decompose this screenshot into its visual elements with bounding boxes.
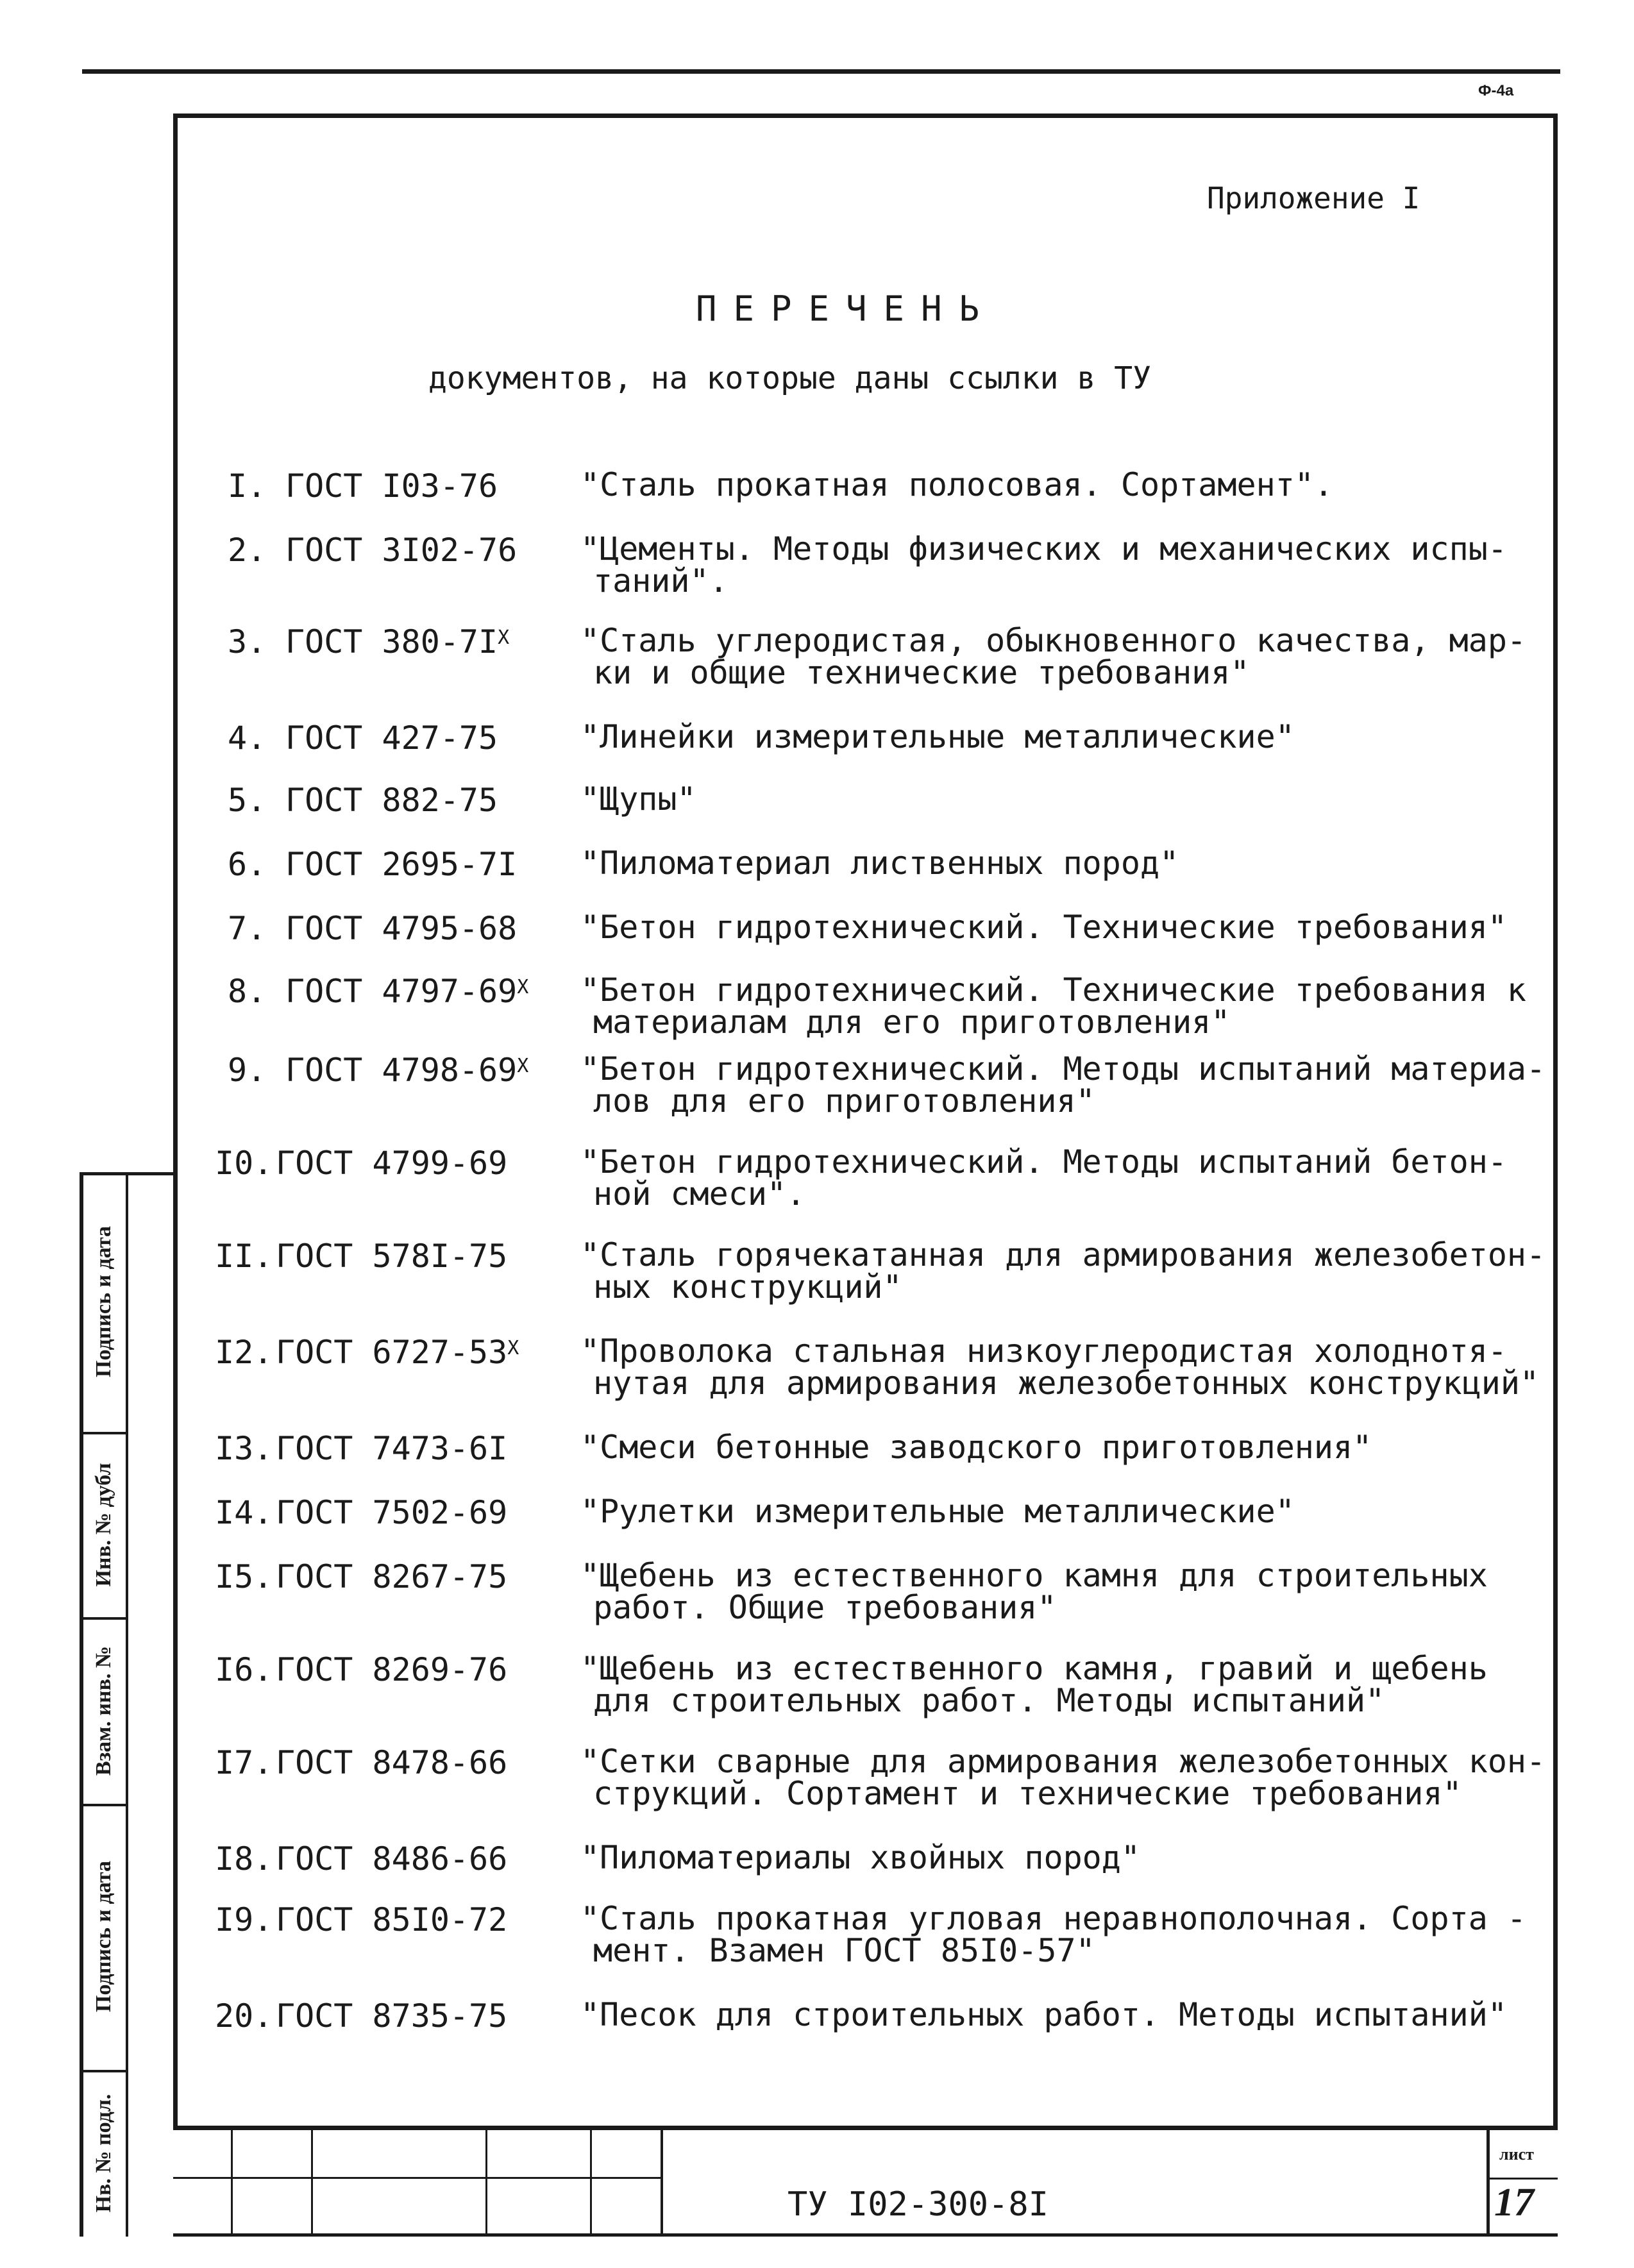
- gost-code: [276, 1560, 507, 1593]
- gost-code: [276, 1999, 507, 2033]
- gost-code: [276, 1653, 507, 1686]
- gost-code-text: ГОСТ 8486-66: [276, 1840, 508, 1877]
- gost-code: [276, 1496, 507, 1529]
- gost-code-text: ГОСТ 8478-66: [276, 1744, 508, 1781]
- item-description-continued: ной смеси".: [593, 1175, 806, 1213]
- replaced-inventory-label: Взам. инв. №: [92, 1645, 115, 1776]
- gost-code: [276, 1147, 507, 1180]
- item-number: I5.: [215, 1558, 273, 1595]
- sheet-label: лист: [1499, 2145, 1534, 2163]
- item-description: "Песок для строительных работ. Методы испытаний": [580, 1996, 1507, 2033]
- gost-code-text: ГОСТ 8269-76: [276, 1651, 508, 1688]
- original-inventory-label: Нв. № подл.: [92, 2094, 115, 2213]
- gost-code-text: ГОСТ 578I-75: [276, 1238, 508, 1275]
- signature-date-label-2: Подпись и дата: [92, 1861, 115, 2012]
- item-description: "Рулетки измерительные металлические": [580, 1493, 1295, 1530]
- gost-code-text: ГОСТ 6727-53: [276, 1334, 508, 1371]
- item-description: "Бетон гидротехнический. Методы испытаний материа-: [580, 1050, 1546, 1088]
- item-description: "Цементы. Методы физических и механических испы-: [580, 530, 1507, 567]
- item-description-continued: мент. Взамен ГОСТ 85I0-57": [593, 1932, 1095, 1969]
- gost-code-text: ГОСТ 3I02-76: [285, 532, 518, 569]
- item-description: "Пиломатериал лиственных пород": [580, 844, 1179, 882]
- item-number: 5.: [228, 782, 267, 819]
- gost-code: [285, 469, 498, 503]
- gost-code: [276, 1336, 519, 1374]
- signature-date-label-1: Подпись и дата: [92, 1226, 115, 1377]
- list-title: ПЕРЕЧЕНЬ: [696, 289, 997, 329]
- gost-code-text: ГОСТ 4797-69: [285, 973, 518, 1010]
- gost-code: [285, 848, 517, 881]
- item-description: "Смеси бетонные заводского приготовления": [580, 1429, 1372, 1466]
- appendix-label: Приложение I: [1207, 181, 1420, 215]
- item-number: 8.: [228, 973, 267, 1010]
- gost-code-text: ГОСТ 4798-69: [285, 1052, 518, 1089]
- gost-code: [285, 625, 509, 664]
- item-number: II.: [215, 1238, 273, 1275]
- item-description: "Бетон гидротехнический. Технические требования к: [580, 971, 1527, 1009]
- item-number: 7.: [228, 910, 267, 947]
- revision-mark: X: [517, 976, 529, 998]
- gost-code-text: ГОСТ 85I0-72: [276, 1901, 508, 1938]
- item-description: "Бетон гидротехнический. Технические требования": [580, 909, 1507, 946]
- gost-code: [285, 1054, 528, 1092]
- item-description: "Щупы": [580, 780, 696, 818]
- item-description-continued: работ. Общие требования": [593, 1589, 1057, 1626]
- gost-code-text: ГОСТ 380-7I: [285, 623, 498, 660]
- item-description: "Сталь прокатная угловая неравнополочная. Сорта -: [580, 1900, 1527, 1937]
- item-number: I.: [228, 467, 267, 505]
- form-code: Ф-4а: [1478, 82, 1514, 99]
- item-number: I6.: [215, 1651, 273, 1688]
- item-description: "Сталь горячекатанная для армирования железобетон-: [580, 1236, 1546, 1273]
- top-rule: [82, 69, 1560, 74]
- item-description: "Бетон гидротехнический. Методы испытаний бетон-: [580, 1143, 1507, 1180]
- gost-code-text: ГОСТ 4799-69: [276, 1145, 508, 1182]
- item-description: "Линейки измерительные металлические": [580, 718, 1295, 755]
- gost-code-text: ГОСТ 4795-68: [285, 910, 518, 947]
- item-description-continued: таний".: [593, 562, 729, 600]
- item-description: "Щебень из естественного камня, гравий и щебень: [580, 1650, 1488, 1687]
- main-frame: [173, 113, 1558, 2130]
- gost-code-text: ГОСТ 7473-6I: [276, 1430, 508, 1467]
- item-description-continued: для строительных работ. Методы испытаний": [593, 1682, 1385, 1719]
- item-number: I3.: [215, 1430, 273, 1467]
- gost-code: [285, 912, 517, 945]
- item-number: 6.: [228, 846, 267, 883]
- gost-code: [276, 1239, 507, 1273]
- gost-code: [276, 1842, 507, 1876]
- gost-code: [285, 533, 517, 567]
- item-number: I8.: [215, 1840, 273, 1877]
- item-description: "Сетки сварные для армирования железобетонных кон-: [580, 1743, 1546, 1780]
- item-description-continued: ных конструкций": [593, 1268, 902, 1306]
- document-number: ТУ I02-300-8I: [788, 2185, 1049, 2224]
- revision-mark: X: [498, 626, 510, 649]
- item-description-continued: нутая для армирования железобетонных конструкций": [593, 1365, 1540, 1402]
- item-number: I7.: [215, 1744, 273, 1781]
- item-number: I4.: [215, 1494, 273, 1531]
- item-description-continued: лов для его приготовления": [593, 1082, 1095, 1120]
- item-number: I2.: [215, 1334, 273, 1371]
- duplicate-inventory-label: Инв. № дубл: [92, 1463, 115, 1587]
- item-description-continued: ки и общие технические требования": [593, 654, 1250, 691]
- gost-code-text: ГОСТ 427-75: [285, 719, 498, 757]
- gost-code: [285, 784, 498, 817]
- list-subtitle: документов, на которые даны ссылки в ТУ: [428, 360, 1152, 396]
- item-number: I9.: [215, 1901, 273, 1938]
- item-description: "Пиломатериалы хвойных пород": [580, 1839, 1140, 1876]
- gost-code-text: ГОСТ 8735-75: [276, 1997, 508, 2035]
- item-number: I0.: [215, 1145, 273, 1182]
- gost-code: [285, 975, 528, 1013]
- revision-mark: X: [507, 1337, 519, 1359]
- item-description: "Сталь прокатная полосовая. Сортамент".: [580, 466, 1333, 503]
- item-description-continued: материалам для его приготовления": [593, 1004, 1231, 1041]
- item-number: 20.: [215, 1997, 273, 2035]
- item-description: "Сталь углеродистая, обыкновенного качества, мар-: [580, 622, 1527, 659]
- item-number: 9.: [228, 1052, 267, 1089]
- gost-code: [285, 721, 498, 755]
- gost-code: [276, 1432, 507, 1465]
- item-number: 2.: [228, 532, 267, 569]
- sheet-number: 17: [1494, 2181, 1534, 2224]
- gost-code: [276, 1903, 507, 1936]
- item-description-continued: струкций. Сортамент и технические требования": [593, 1775, 1462, 1812]
- gost-code-text: ГОСТ 7502-69: [276, 1494, 508, 1531]
- item-description: "Щебень из естественного камня для строительных: [580, 1557, 1488, 1594]
- gost-code: [276, 1746, 507, 1779]
- revision-mark: X: [517, 1055, 529, 1077]
- gost-code-text: ГОСТ 882-75: [285, 782, 498, 819]
- item-number: 3.: [228, 623, 267, 660]
- gost-code-text: ГОСТ 8267-75: [276, 1558, 508, 1595]
- gost-code-text: ГОСТ I03-76: [285, 467, 498, 505]
- gost-code-text: ГОСТ 2695-7I: [285, 846, 518, 883]
- item-number: 4.: [228, 719, 267, 757]
- item-description: "Проволока стальная низкоуглеродистая холоднотя-: [580, 1332, 1507, 1370]
